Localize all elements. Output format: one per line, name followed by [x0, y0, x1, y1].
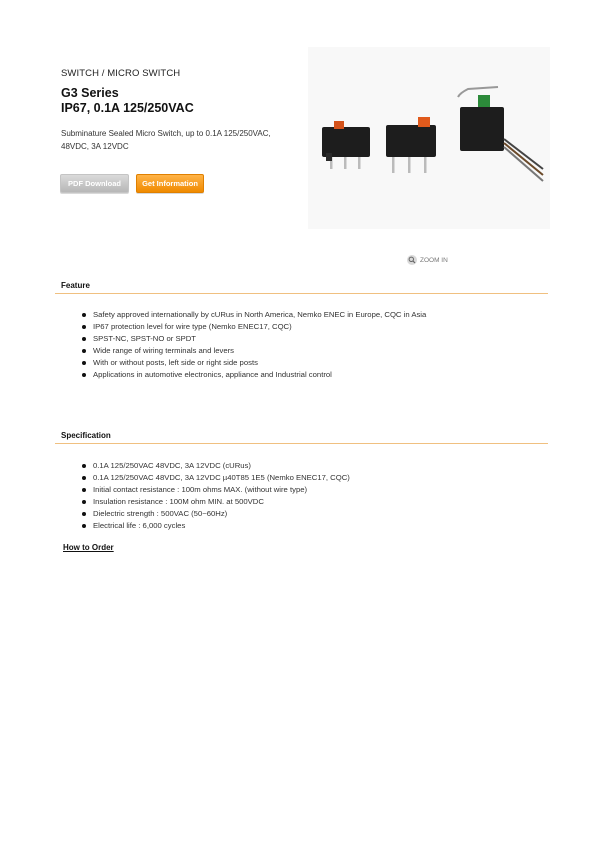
switch-small-left [322, 121, 370, 169]
list-item: 0.1A 125/250VAC 48VDC, 3A 12VDC µ40T85 1E5 (Nemko ENEC17, CQC) [80, 472, 540, 484]
feature-divider [55, 293, 548, 294]
series-name: G3 Series [61, 86, 119, 100]
description-line: Subminature Sealed Micro Switch, up to 0.1A 125/250VAC, [61, 129, 271, 138]
zoom-in-label: ZOOM IN [420, 256, 448, 264]
list-item: Dielectric strength : 500VAC (50~60Hz) [80, 508, 540, 520]
list-item: Wide range of wiring terminals and levers [80, 345, 540, 357]
micro-switch-image [308, 47, 550, 229]
feature-list [80, 309, 540, 381]
pdf-download-button[interactable]: PDF Download [60, 174, 129, 193]
switch-small-right [386, 117, 436, 173]
list-item: Initial contact resistance : 100m ohms MAX. (without wire type) [80, 484, 540, 496]
specification-list [80, 460, 540, 532]
list-item: Safety approved internationally by cURus in North America, Nemko ENEC in Europe, CQC in Asia [80, 309, 540, 321]
switch-sealed-wire [458, 87, 543, 181]
product-photo[interactable] [308, 47, 550, 229]
page-title [61, 86, 194, 116]
get-information-button[interactable]: Get Information [136, 174, 204, 193]
list-item: With or without posts, left side or right side posts [80, 357, 540, 369]
list-item: IP67 protection level for wire type (Nemko ENEC17, CQC) [80, 321, 540, 333]
feature-heading: Feature [61, 281, 90, 290]
breadcrumb: SWITCH / MICRO SWITCH [61, 68, 181, 79]
how-to-order-link[interactable]: How to Order [63, 543, 114, 552]
list-item: Electrical life : 6,000 cycles [80, 520, 540, 532]
list-item: SPST-NC, SPST-NO or SPDT [80, 333, 540, 345]
description-line: 48VDC, 3A 12VDC [61, 142, 129, 151]
series-rating: IP67, 0.1A 125/250VAC [61, 101, 194, 115]
list-item: Insulation resistance : 100M ohm MIN. at 500VDC [80, 496, 540, 508]
product-description [61, 127, 291, 153]
specification-heading: Specification [61, 431, 111, 440]
magnifier-icon [407, 255, 417, 265]
zoom-in-button[interactable] [407, 255, 448, 265]
list-item: 0.1A 125/250VAC 48VDC, 3A 12VDC (cURus) [80, 460, 540, 472]
specification-divider [55, 443, 548, 444]
list-item: Applications in automotive electronics, appliance and Industrial control [80, 369, 540, 381]
